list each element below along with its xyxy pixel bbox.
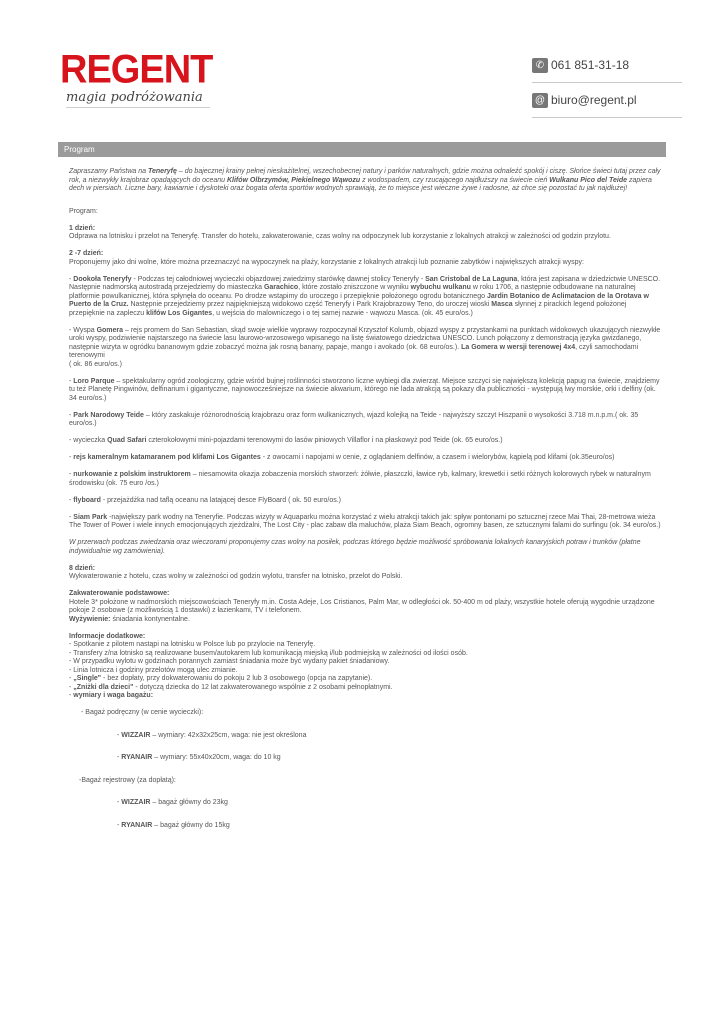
- accommodation-title: Zakwaterowanie podstawowe:: [69, 590, 170, 597]
- registered-baggage-label: -Bagaż rejestrowy (za dopłatą):: [79, 776, 176, 784]
- brand-logo: [60, 47, 213, 108]
- program-label: Program:: [69, 207, 98, 215]
- trip-quad-safari: - wycieczka Quad Safari czterokołowymi mini-pojazdami terenowymi do lasów piniowych Villaflor i na płaskowyż pod Teide (ok. 65 euro/os.): [69, 437, 503, 444]
- day1-text: Odprawa na lotnisku i przelot na Teneryfę. Transfer do hotelu, zakwaterowanie, czas wolny na odpoczynek lub korzystanie z lokalnych atrakcji w zależności od godzin przylotu.: [69, 233, 611, 240]
- registered-baggage-ryanair: - RYANAIR – bagaż główny do 15kg: [117, 821, 230, 829]
- hand-baggage-label: - Bagaż podręczny (w cenie wycieczki):: [81, 709, 204, 716]
- info-line: - Transfery z/na lotnisko są realizowane busem/autokarem lub komunikacją miejską i/lub podmiejską w zależności od ilości osób.: [69, 649, 468, 657]
- logo-tagline: magia podróżowania: [66, 90, 210, 108]
- accommodation-text: Hotele 3* położone w nadmorskich miejscowościach Teneryfy m.in. Costa Adeje, Los Cristianos, Palm Mar, w odległości ok. 50-400 m od plaży, wszystkie hotele oferują wygodnie urządzone pokoje 2 osobowe (z możliwością 1 dostawki) z łazienkami, TV i telefonem.: [69, 598, 655, 614]
- contact-phone: [532, 48, 682, 83]
- info-line-baggage: - wymiary i waga bagażu:: [69, 692, 154, 699]
- day2-title: 2 -7 dzień:: [69, 250, 104, 257]
- day2-text: Proponujemy jako dni wolne, które można przeznaczyć na wypoczynek na plaży, korzystanie z lokalnych atrakcji lub poznanie zabytków i największych atrakcji wyspy:: [69, 258, 584, 266]
- trip-siam-park: - Siam Park -największy park wodny na Teneryfie. Podczas wizyty w Aquaparku można korzystać z wielu atrakcji takich jak: spływ pontonami po sztucznej rzece Mai Thai, 28-metrowa wieża The Tower of Power i wiele innych emocjonujących zjeżdżalni, The Lost City - plac zabaw dla maluchów, plaża Siam Beach, ogromny basen, ze sztucznymi falami do surfingu (ok. 34 euro/os.): [69, 513, 661, 529]
- info-line: - Linia lotnicza i godziny przelotów mogą ulec zmianie.: [69, 666, 238, 674]
- hand-baggage-wizzair: - WIZZAIR – wymiary: 42x32x25cm, waga: nie jest określona: [117, 731, 307, 739]
- logo-wordmark: REGENT: [60, 47, 213, 93]
- trip-nurkowanie: - nurkowanie z polskim instruktorem – niesamowita okazja zobaczenia morskich stworzeń: żółwie, płaszczki, ławice ryb, kalmary, krewetki i setki różnych kolorowych rybek w naturalnym środowisku (ok. 75 euro /os.): [69, 471, 651, 487]
- at-icon: @: [532, 93, 548, 108]
- day8-text: Wykwaterowanie z hotelu, czas wolny w zależności od godzin wylotu, transfer na lotnisko, przelot do Polski.: [69, 573, 403, 580]
- day1-title: 1 dzień:: [69, 224, 96, 232]
- hand-baggage-ryanair: - RYANAIR – wymiary: 55x40x20cm, waga: do 10 kg: [117, 754, 281, 761]
- intro-paragraph: Zapraszamy Państwa na Teneryfę – do bajecznej krainy pełnej nieskażitelnej, wszechobecnej natury i parków naturalnych, gdzie można odnaleźć spokój i ciszę. Słońce świeci tutaj przez cały rok, a niezwykły krajobraz opadających do oceanu Klifów Olbrzymów, Piekielnego Wąwozu z wodospadem, czy rzucającego najdłuższy na świecie cień Wulkanu Pico del Teide zapiera dech w piersiach. Liczne bary, kawiarnie i dyskoteki oraz bogata oferta sportów wodnych sprawiają, że to miejsce jest wieczne żywe i radosne, aż chce się pozostać tu jak najdłużej!: [69, 168, 661, 192]
- trip-flyboard: - flyboard - przejażdżka nad taflą oceanu na latającej desce FlyBoard ( ok. 50 euro/os.): [69, 496, 341, 504]
- meals-line: Wyżywienie: śniadania kontynentalne.: [69, 615, 190, 623]
- trip-park-teide: - Park Narodowy Teide – który zaskakuje różnorodnością krajobrazu oraz form wulkanicznych, wjazd kolejką na Teide - najwyższy szczyt Hiszpanii o wysokości 3.718 m.n.p.m.( ok. 35 euro/os.): [69, 411, 639, 427]
- trip-gomera: - Wyspa Gomera – rejs promem do San Sebastian, skąd swoje wielkie wyprawy rozpoczynał Krzysztof Kolumb, objazd wyspy z przystankami na punktach widokowych ukazujących niezwykłe uroki wyspy, podziwienie najstarszego na świecie lasu laurowo-wrzosowego wpisanego na listę światowego dziedzictwa UNESCO. Lunch połączony z demonstracją języka gwizdanego, następnie wizyta w ogródku bananowym gdzie zobaczyć można jak rosną banany, papaje, mango i avokado (ok. 68 euro/os.). La Gomera w wersji terenowej 4x4, czyli samochodami terenowymi ( ok. 86 euro/os.): [69, 326, 661, 368]
- info-line: - W przypadku wylotu w godzinach porannych zamiast śniadania może być wydany pakiet śniadaniowy.: [69, 658, 390, 665]
- evening-note: W przerwach podczas zwiedzania oraz wieczorami proponujemy czas wolny na posiłek, podczas którego będzie możliwość spróbowania lokalnych kanaryjskich potraw i trunków (płatne indywidualnie wg zamówienia).: [69, 539, 641, 555]
- email-address[interactable]: biuro@regent.pl: [551, 93, 637, 107]
- program-content: [69, 168, 661, 830]
- info-line-children: - „Zniżki dla dzieci" - dotyczą dziecka do 12 lat zakwaterowanego wspólnie z 2 osobami pełnopłatnymi.: [69, 683, 393, 691]
- phone-icon: ✆: [532, 58, 548, 73]
- day8-title: 8 dzień:: [69, 564, 96, 572]
- info-title: Informacje dodatkowe:: [69, 632, 146, 640]
- info-line-single: - „Single" - bez dopłaty, przy dokwaterowaniu do pokoju 2 lub 3 osobowego (opcja na zapytanie).: [69, 675, 373, 682]
- contact-email[interactable]: [532, 83, 682, 118]
- section-bar-program: Program: [58, 142, 666, 157]
- registered-baggage-wizzair: - WIZZAIR – bagaż główny do 23kg: [117, 799, 228, 806]
- phone-number: 061 851-31-18: [551, 58, 630, 72]
- trip-loro-parque: - Loro Parque – spektakularny ogród zoologiczny, gdzie wśród bujnej roślinności stworzono liczne wybiegi dla zwierząt. Miejsce szczyci się największą kolekcją papug na świecie, znajdziemy tu też Planetę Pingwinów, delfinarium i gigantyczne, najnowocześniejsze na świecie akwarium, którego nie lada atrakcją są pokazy dla publiczności - występują lwy morskie, orki i delfiny (ok. 34 euro/os.): [69, 377, 660, 402]
- trip-dookola-teneryfy: - Dookoła Teneryfy - Podczas tej całodniowej wycieczki objazdowej zwiedzimy starówkę dawnej stolicy Teneryfy - San Cristobal de La Laguna, która jest zapisana w dziedzictwie UNESCO. Następnie nadmorską autostradą przejedziemy do miasteczka Garachico, które zostało zniszczone w wyniku wybuchu wulkanu w roku 1706, a następnie odbudowane na naturalnej platformie powulkanicznej, która spłynęła do oceanu. Po drodze wstąpimy do uroczego i przepięknie położonego ogrodu botanicznego Jardin Botanico de Aclimatacion de la Orotava w Puerto de la Cruz. Następnie przejedziemy przez najpiękniejszą widokowo część Teneryfy i Park Krajobrazowy Teno, do uroczej wioski Masca słynnej z pirackich legend położonej przepięknie na zapleczu klifów Los Gigantes, u wejścia do malowniczego i o tej samej nazwie - wąwozu Masca. (ok. 45 euro/os.): [69, 275, 661, 317]
- contact-box: [532, 48, 682, 118]
- trip-katamaran: - rejs kameralnym katamaranem pod klifami Los Gigantes - z owocami i napojami w cenie, z oglądaniem delfinów, a czasem i wielorybów, kąpielą pod klifami (ok.35euro/os): [69, 454, 615, 461]
- info-line: - Spotkanie z pilotem nastąpi na lotnisku w Polsce lub po przylocie na Teneryfę.: [69, 641, 316, 648]
